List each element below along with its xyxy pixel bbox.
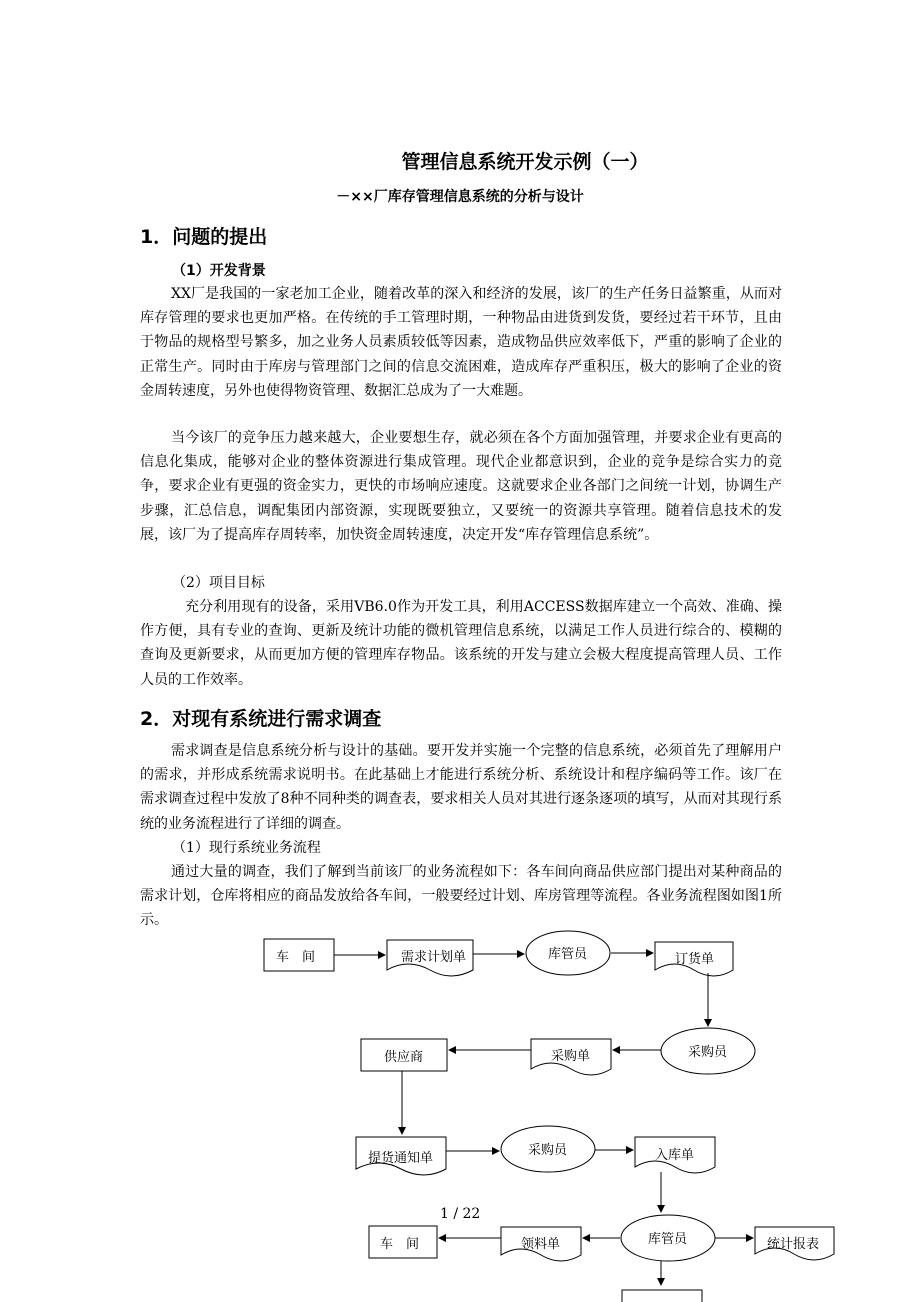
- label-workshop-1: 车 间: [276, 950, 316, 965]
- label-buyer-2: 采购员: [528, 1143, 568, 1158]
- paragraph-flow: 通过大量的调查，我们了解到当前该厂的业务流程如下：各车间向商品供应部门提出对某种商品的需求计划，仓库将相应的商品发放给各车间，一般要经过计划、库房管理等流程。各业务流程图如图1所示。: [140, 864, 782, 929]
- section-heading-1: 1．问题的提出: [140, 226, 268, 248]
- label-demand-plan: 需求计划单: [401, 950, 467, 965]
- page-number: 1 / 22: [440, 1206, 481, 1222]
- label-buyer-1: 采购员: [688, 1045, 728, 1060]
- label-report: 统计报表: [767, 1237, 820, 1252]
- label-keeper-2: 库管员: [648, 1232, 688, 1247]
- section-heading-2: 2．对现有系统进行需求调查: [140, 708, 382, 730]
- label-workshop-2: 车 间: [380, 1237, 420, 1252]
- page-title: 管理信息系统开发示例（一）: [401, 151, 649, 173]
- paragraph-background-2: 当今该厂的竞争压力越来越大，企业要想生存，就必须在各个方面加强管理，并要求企业有更高的信息化集成，能够对企业的整体资源进行集成管理。现代企业都意识到，企业的竞争是综合实力的竞争，要求企业有更强的资金实力，更快的市场响应速度。这就要求企业各部门之间统一计划，协调生产步骤，汇总信息，调配集团内部资源，实现既要独立，又要统一的资源共享管理。随着信息技术的发展，该厂为了提高库存周转率，加快资金周转速度，决定开发“库存管理信息系统”。: [140, 430, 782, 543]
- label-supplier: 供应商: [384, 1050, 424, 1065]
- subsection-heading-background: （1）开发背景: [172, 263, 266, 279]
- box-cutoff: [622, 1290, 702, 1302]
- page-subtitle: －××厂库存管理信息系统的分析与设计: [336, 189, 584, 205]
- label-keeper-1: 库管员: [548, 947, 588, 962]
- label-requisition: 领料单: [521, 1237, 561, 1252]
- paragraph-background-1: XX厂是我国的一家老加工企业，随着改革的深入和经济的发展，该厂的生产任务日益繁重，从而对库存管理的要求也更加严格。在传统的手工管理时期，一种物品由进货到发货，要经过若干环节，且由于物品的规格型号繁多，加之业务人员素质较低等因素，造成物品供应效率低下，严重的影响了企业的正常生产。同时由于库房与管理部门之间的信息交流困难，造成库存严重积压，极大的影响了企业的资金周转速度，另外也使得物资管理、数据汇总成为了一大难题。: [140, 286, 782, 399]
- paragraph-goal: 充分利用现有的设备，采用VB6.0作为开发工具，利用ACCESS数据库建立一个高效、准确、操作方便，具有专业的查询、更新及统计功能的微机管理信息系统，以满足工作人员进行综合的、模糊的查询及更新要求，从而更加方便的管理库存物品。该系统的开发与建立会极大程度提高管理人员、工作人员的工作效率。: [140, 599, 782, 688]
- paragraph-survey: 需求调查是信息系统分析与设计的基础。要开发并实施一个完整的信息系统，必须首先了理解用户的需求，并形成系统需求说明书。在此基础上才能进行系统分析、系统设计和程序编码等工作。该厂在需求调查过程中发放了8种不同种类的调查表，要求相关人员对其进行逐条逐项的填写，从而对其现行系统的业务流程进行了详细的调查。: [140, 743, 782, 832]
- label-stock-in: 入库单: [655, 1148, 695, 1163]
- label-delivery-notice: 提货通知单: [368, 1151, 434, 1166]
- subsection-heading-flow: （1）现行系统业务流程: [172, 840, 321, 856]
- label-purchase-order: 采购单: [551, 1049, 591, 1064]
- label-order: 订货单: [675, 952, 715, 967]
- subsection-heading-goal: （2）项目目标: [172, 575, 265, 591]
